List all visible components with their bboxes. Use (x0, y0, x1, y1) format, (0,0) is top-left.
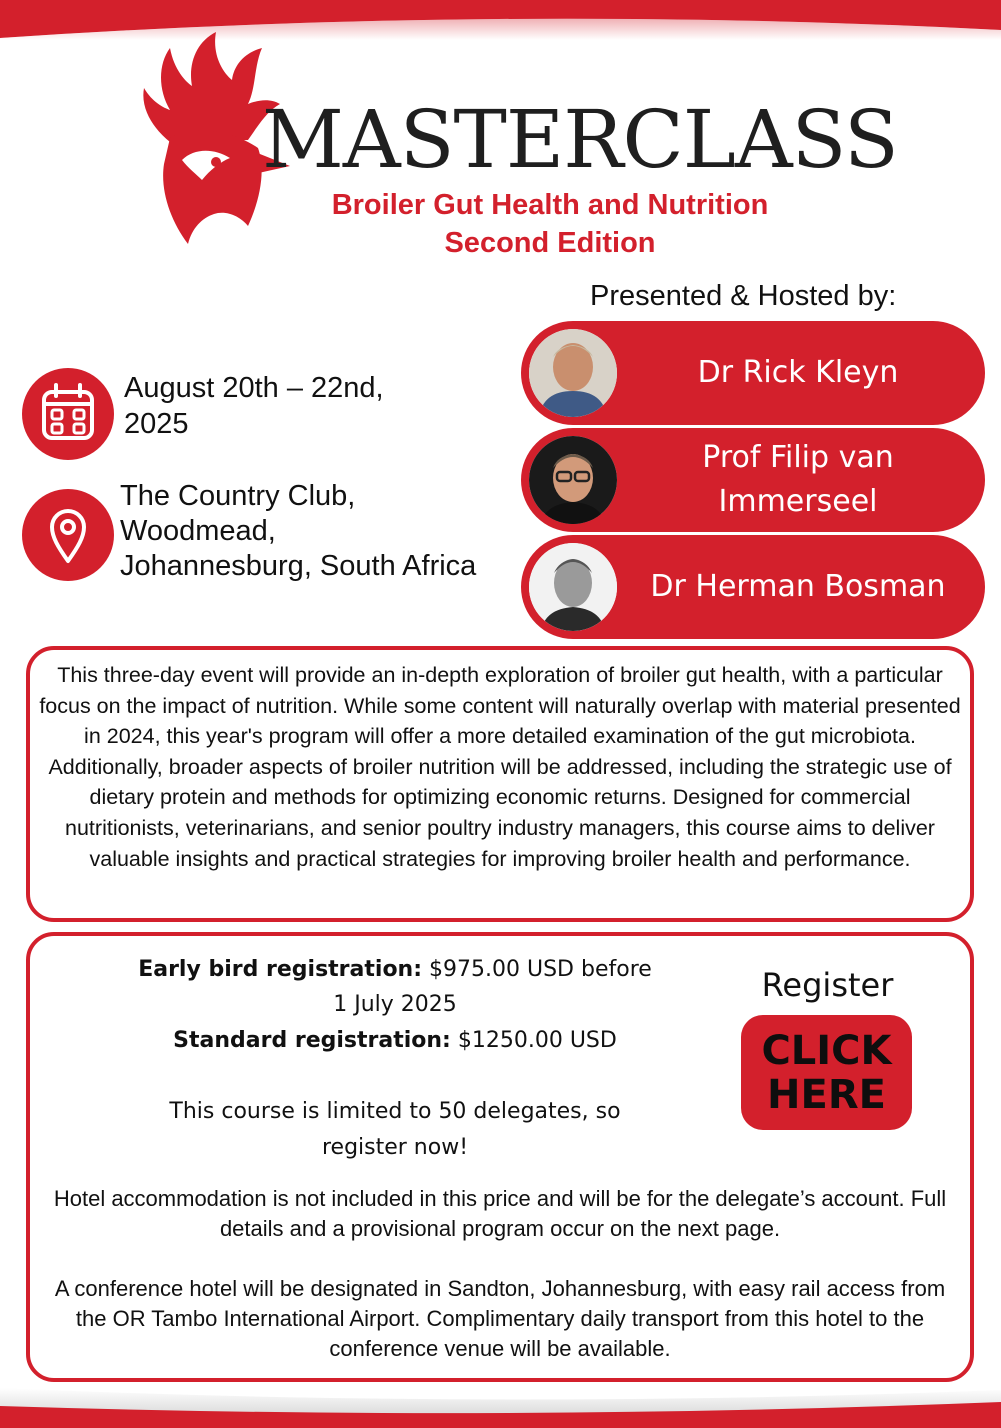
event-description: This three-day event will provide an in-depth exploration of broiler gut health, with a particular focus on the impact of nutrition. While some content will naturally overlap with material presented in 2024, this year's program will offer a more detailed examination of the gut microbiota. Additionally, broader aspects of broiler nutrition will be addressed, including the strategic use of dietary protein and methods for optimizing economic returns. Designed for commercial nutritionists, veterinarians, and senior poultry industry managers, this course aims to deliver valuable insights and practical strategies for improving broiler health and performance. (39, 663, 961, 871)
host-photo-avatar (529, 543, 617, 631)
button-line-2: HERE (767, 1071, 886, 1118)
event-venue-line-1: The Country Club, (120, 480, 356, 512)
click-here-register-button[interactable] (741, 1015, 912, 1130)
standard-label: Standard registration: (173, 1028, 451, 1053)
host-name: Dr Herman Bosman (650, 569, 946, 604)
early-bird-date: 1 July 2025 (333, 992, 457, 1017)
subtitle-line-1: Broiler Gut Health and Nutrition (331, 189, 769, 221)
host-card-herman-bosman (521, 535, 985, 639)
limit-line-2: register now! (321, 1135, 469, 1160)
masterclass-title-text: MASTERCLASS (262, 93, 898, 186)
button-line-1: CLICK (761, 1027, 892, 1074)
event-venue-line-3: Johannesburg, South Africa (120, 550, 477, 582)
event-venue (120, 479, 476, 584)
host-name: Dr Rick Kleyn (697, 355, 899, 390)
presented-by-heading: Presented & Hosted by: (590, 280, 897, 312)
early-bird-registration (90, 952, 700, 987)
host-photo-avatar (529, 329, 617, 417)
bottom-band (0, 1388, 1001, 1428)
event-date-line-2: 2025 (124, 408, 189, 440)
subtitle-line-2: Second Edition (444, 227, 656, 259)
hotel-note: Hotel accommodation is not included in this price and will be for the delegate’s account. Full details and a provisional program occur on the next page. (53, 1186, 947, 1241)
standard-price: $1250.00 USD (457, 1028, 617, 1053)
host-card-filip-van-immerseel (521, 428, 985, 532)
standard-registration (90, 1023, 700, 1058)
calendar-icon (22, 368, 114, 460)
register-label: Register (761, 966, 894, 1004)
limit-line-1: This course is limited to 50 delegates, so (169, 1099, 621, 1124)
event-venue-line-2: Woodmead, (120, 515, 276, 547)
location-pin-icon (22, 489, 114, 581)
early-bird-price: $975.00 USD before (429, 957, 652, 982)
host-card-rick-kleyn (521, 321, 985, 425)
event-date-line-1: August 20th – 22nd, (124, 372, 384, 404)
event-date (124, 370, 384, 442)
host-name: Prof Filip van Immerseel (702, 440, 894, 519)
early-bird-label: Early bird registration: (138, 957, 423, 982)
conference-hotel-note: A conference hotel will be designated in Sandton, Johannesburg, with easy rail access from the OR Tambo International Airport. Complimentary daily transport from this hotel to the conference venue will be available. (54, 1276, 946, 1361)
host-photo-avatar (529, 436, 617, 524)
masterclass-title (262, 93, 898, 186)
